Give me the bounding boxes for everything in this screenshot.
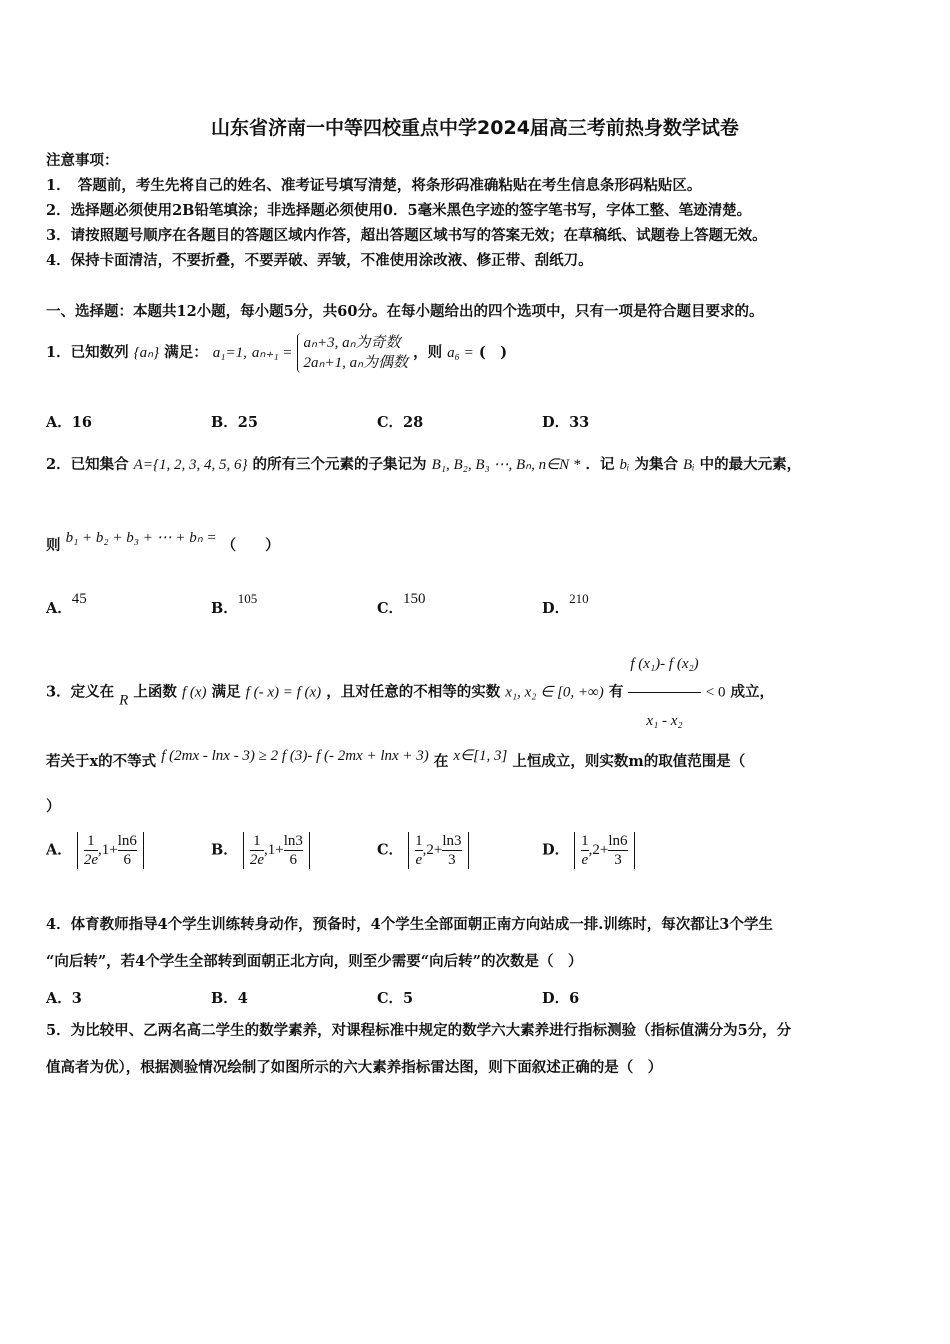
- section-heading: 一、选择题：本题共12小题，每小题5分，共60分。在每小题给出的四个选项中，只有一项是符合题目要求的。: [46, 303, 764, 320]
- q3-option-a-interval: [77, 832, 144, 869]
- q3-option-c: [377, 832, 469, 869]
- notice-item: 1． 答题前，考生先将自己的姓名、准考证号填写清楚，将条形码准确粘贴在考生信息条形码粘贴区。: [46, 177, 702, 194]
- q1-mid: 满足：: [164, 344, 208, 361]
- q3-a-d2: 6: [123, 852, 132, 868]
- q2-option-c-label: C．: [377, 600, 404, 617]
- q1-a6: a₆ =: [447, 345, 474, 361]
- q3-option-a: [46, 832, 144, 869]
- q1-recurrence: aₙ₊₁ =: [251, 345, 293, 361]
- q3-x12: x₁, x₂ ∈ [0, +∞): [505, 684, 604, 701]
- q2-option-d-value: 210: [569, 591, 589, 606]
- q3-interval: x∈[1, 3]: [453, 748, 508, 764]
- q3-inequality: f (2mx - lnx - 3) ≥ 2 f (3)- f (- 2mx + lnx + 3): [161, 748, 429, 764]
- q2-set-a: A={1, 2, 3, 4, 5, 6}: [133, 457, 248, 473]
- q2-option-c: [377, 591, 426, 618]
- q2-mid2: ．记: [585, 456, 615, 473]
- question-5-line-2: 值高者为优），根据测验情况绘制了如图所示的六大素养指标雷达图，则下面叙述正确的是（ ）: [46, 1059, 663, 1076]
- q2-option-b-value: 105: [237, 591, 258, 606]
- exam-title: 山东省济南一中等四校重点中学2024届高三考前热身数学试卷: [211, 117, 739, 139]
- q2-paren: （ ）: [221, 537, 280, 554]
- q3-a-n2: ln6: [117, 833, 137, 849]
- q3-even: f (- x) = f (x): [245, 684, 322, 701]
- q3-c-n2: ln3: [442, 833, 462, 849]
- q3-t5: 成立，: [730, 683, 775, 701]
- q3-frac-den: x₁ - x₂: [646, 713, 683, 729]
- q3-t1: 上函数: [133, 683, 177, 701]
- q1-a1: a₁=1,: [212, 345, 247, 361]
- q3-option-b: [211, 832, 310, 869]
- q3-line2a: 若关于x的不等式: [46, 753, 157, 770]
- notice-item: 2．选择题必须使用2B铅笔填涂；非选择题必须使用0．5毫米黑色字迹的签字笔书写，字体工整、笔迹清楚。: [46, 202, 752, 219]
- q2-subsets: B₁, B₂, B₃ ⋯, Bₙ, n∈N *: [431, 457, 581, 473]
- q4-option-a: A．3: [46, 990, 82, 1007]
- q2-bi: bᵢ: [619, 457, 630, 473]
- q2-suffix: 中的最大元素，: [699, 456, 802, 473]
- q3-option-c-label: C．: [377, 841, 404, 859]
- q3-a-mid: ,1+: [98, 841, 118, 858]
- q3-line2c: 上恒成立，则实数m的取值范围是（: [512, 753, 746, 770]
- q3-d-mid: ,2+: [588, 841, 609, 858]
- q3-d-d2: 3: [614, 852, 622, 868]
- q2-option-c-value: 150: [403, 591, 426, 607]
- q1-suffix: ，则: [413, 344, 443, 361]
- q2-Bi: Bᵢ: [683, 457, 695, 473]
- q3-c-n1: 1: [415, 833, 423, 849]
- q2-option-d: [542, 591, 589, 618]
- q4-option-d: D．6: [542, 990, 580, 1007]
- q3-option-b-interval: [243, 832, 310, 869]
- q1-cases: [297, 333, 408, 373]
- q3-option-d-label: D．: [542, 841, 570, 859]
- q3-option-b-label: B．: [211, 841, 238, 859]
- notice-item: 3．请按照题号顺序在各题目的答题区域内作答，超出答题区域书写的答案无效；在草稿纸、试题卷上答题无效。: [46, 227, 767, 244]
- q1-paren: ( ): [478, 344, 508, 361]
- notice-item: 4．保持卡面清洁，不要折叠，不要弄破、弄皱，不准使用涂改液、修正带、刮纸刀。: [46, 252, 593, 269]
- q2-prefix: 2．已知集合: [46, 456, 129, 473]
- q2-option-b-label: B．: [211, 600, 238, 617]
- q2-option-a: [46, 591, 87, 618]
- q3-b-n2: ln3: [283, 833, 303, 849]
- q2-sum: b₁ + b₂ + b₃ + ⋯ + bₙ =: [65, 530, 217, 546]
- q2-mid3: 为集合: [634, 456, 678, 473]
- q3-b-d1: 2e: [249, 852, 264, 868]
- q2-line2-prefix: 则: [46, 537, 61, 554]
- q1-case-odd: aₙ+3, aₙ为奇数: [303, 335, 401, 351]
- question-2-line-2: [46, 528, 280, 556]
- q3-d-d1: e: [581, 852, 589, 868]
- question-4-line-1: 4．体育教师指导4个学生训练转身动作，预备时，4个学生全部面朝正南方向站成一排.训练时，每次都让3个学生: [46, 916, 773, 933]
- question-4-line-2: “向后转”，若4个学生全部转到面朝正北方向，则至少需要“向后转”的次数是（ ）: [46, 953, 583, 970]
- q3-c-d1: e: [415, 852, 423, 868]
- q1-option-a: A．16: [46, 414, 92, 431]
- q3-lt0: < 0: [705, 684, 726, 701]
- q3-frac-num: f (x₁)- f (x₂): [628, 636, 700, 693]
- q3-option-a-label: A．: [46, 841, 72, 859]
- q3-fx: f (x): [181, 684, 207, 701]
- q3-fraction: [628, 636, 700, 749]
- q2-option-d-label: D．: [542, 600, 570, 617]
- question-3-line-1: [46, 636, 774, 749]
- q1-option-b: B．25: [211, 414, 258, 431]
- q1-case-even: 2aₙ+1, aₙ为偶数: [303, 355, 409, 371]
- q3-R: R: [119, 692, 129, 709]
- q3-line2b: 在: [433, 753, 449, 770]
- q3-d-n1: 1: [581, 833, 589, 849]
- q1-option-d: D．33: [542, 414, 590, 431]
- question-3-line-3: ）: [46, 798, 61, 815]
- q3-t3: ，且对任意的不相等的实数: [326, 683, 501, 701]
- q3-a-n1: 1: [84, 832, 98, 851]
- q2-mid: 的所有三个元素的子集记为: [252, 456, 427, 473]
- q2-option-b: [211, 591, 257, 618]
- q2-option-a-value: 45: [71, 591, 87, 607]
- q3-option-c-interval: [408, 832, 468, 869]
- q3-prefix: 3．定义在: [46, 683, 115, 701]
- notice-heading: 注意事项：: [46, 152, 119, 169]
- q1-option-c: C．28: [377, 414, 424, 431]
- question-1: [46, 331, 507, 375]
- question-5-line-1: 5．为比较甲、乙两名高二学生的数学素养，对课程标准中规定的数学六大素养进行指标测验（指标值满分为5分，分: [46, 1022, 792, 1039]
- q3-t4: 有: [608, 683, 624, 701]
- q3-t2: 满足: [211, 683, 241, 701]
- q3-b-d2: 6: [289, 852, 298, 868]
- q1-prefix: 1．已知数列: [46, 344, 129, 361]
- q4-option-c: C．5: [377, 990, 414, 1007]
- q1-sequence: {aₙ}: [133, 345, 160, 361]
- q4-option-b: B．4: [211, 990, 248, 1007]
- question-2-line-1: [46, 455, 801, 475]
- q2-option-a-label: A．: [46, 600, 72, 617]
- q3-option-d: [542, 832, 635, 869]
- q3-b-n1: 1: [250, 832, 264, 851]
- q3-a-d1: 2e: [83, 852, 98, 868]
- q3-c-d2: 3: [448, 852, 456, 868]
- q3-c-mid: ,2+: [422, 841, 443, 858]
- question-3-line-2: [46, 746, 745, 772]
- q3-option-d-interval: [574, 832, 634, 869]
- q3-d-n2: ln6: [608, 833, 628, 849]
- q3-b-mid: ,1+: [264, 841, 284, 858]
